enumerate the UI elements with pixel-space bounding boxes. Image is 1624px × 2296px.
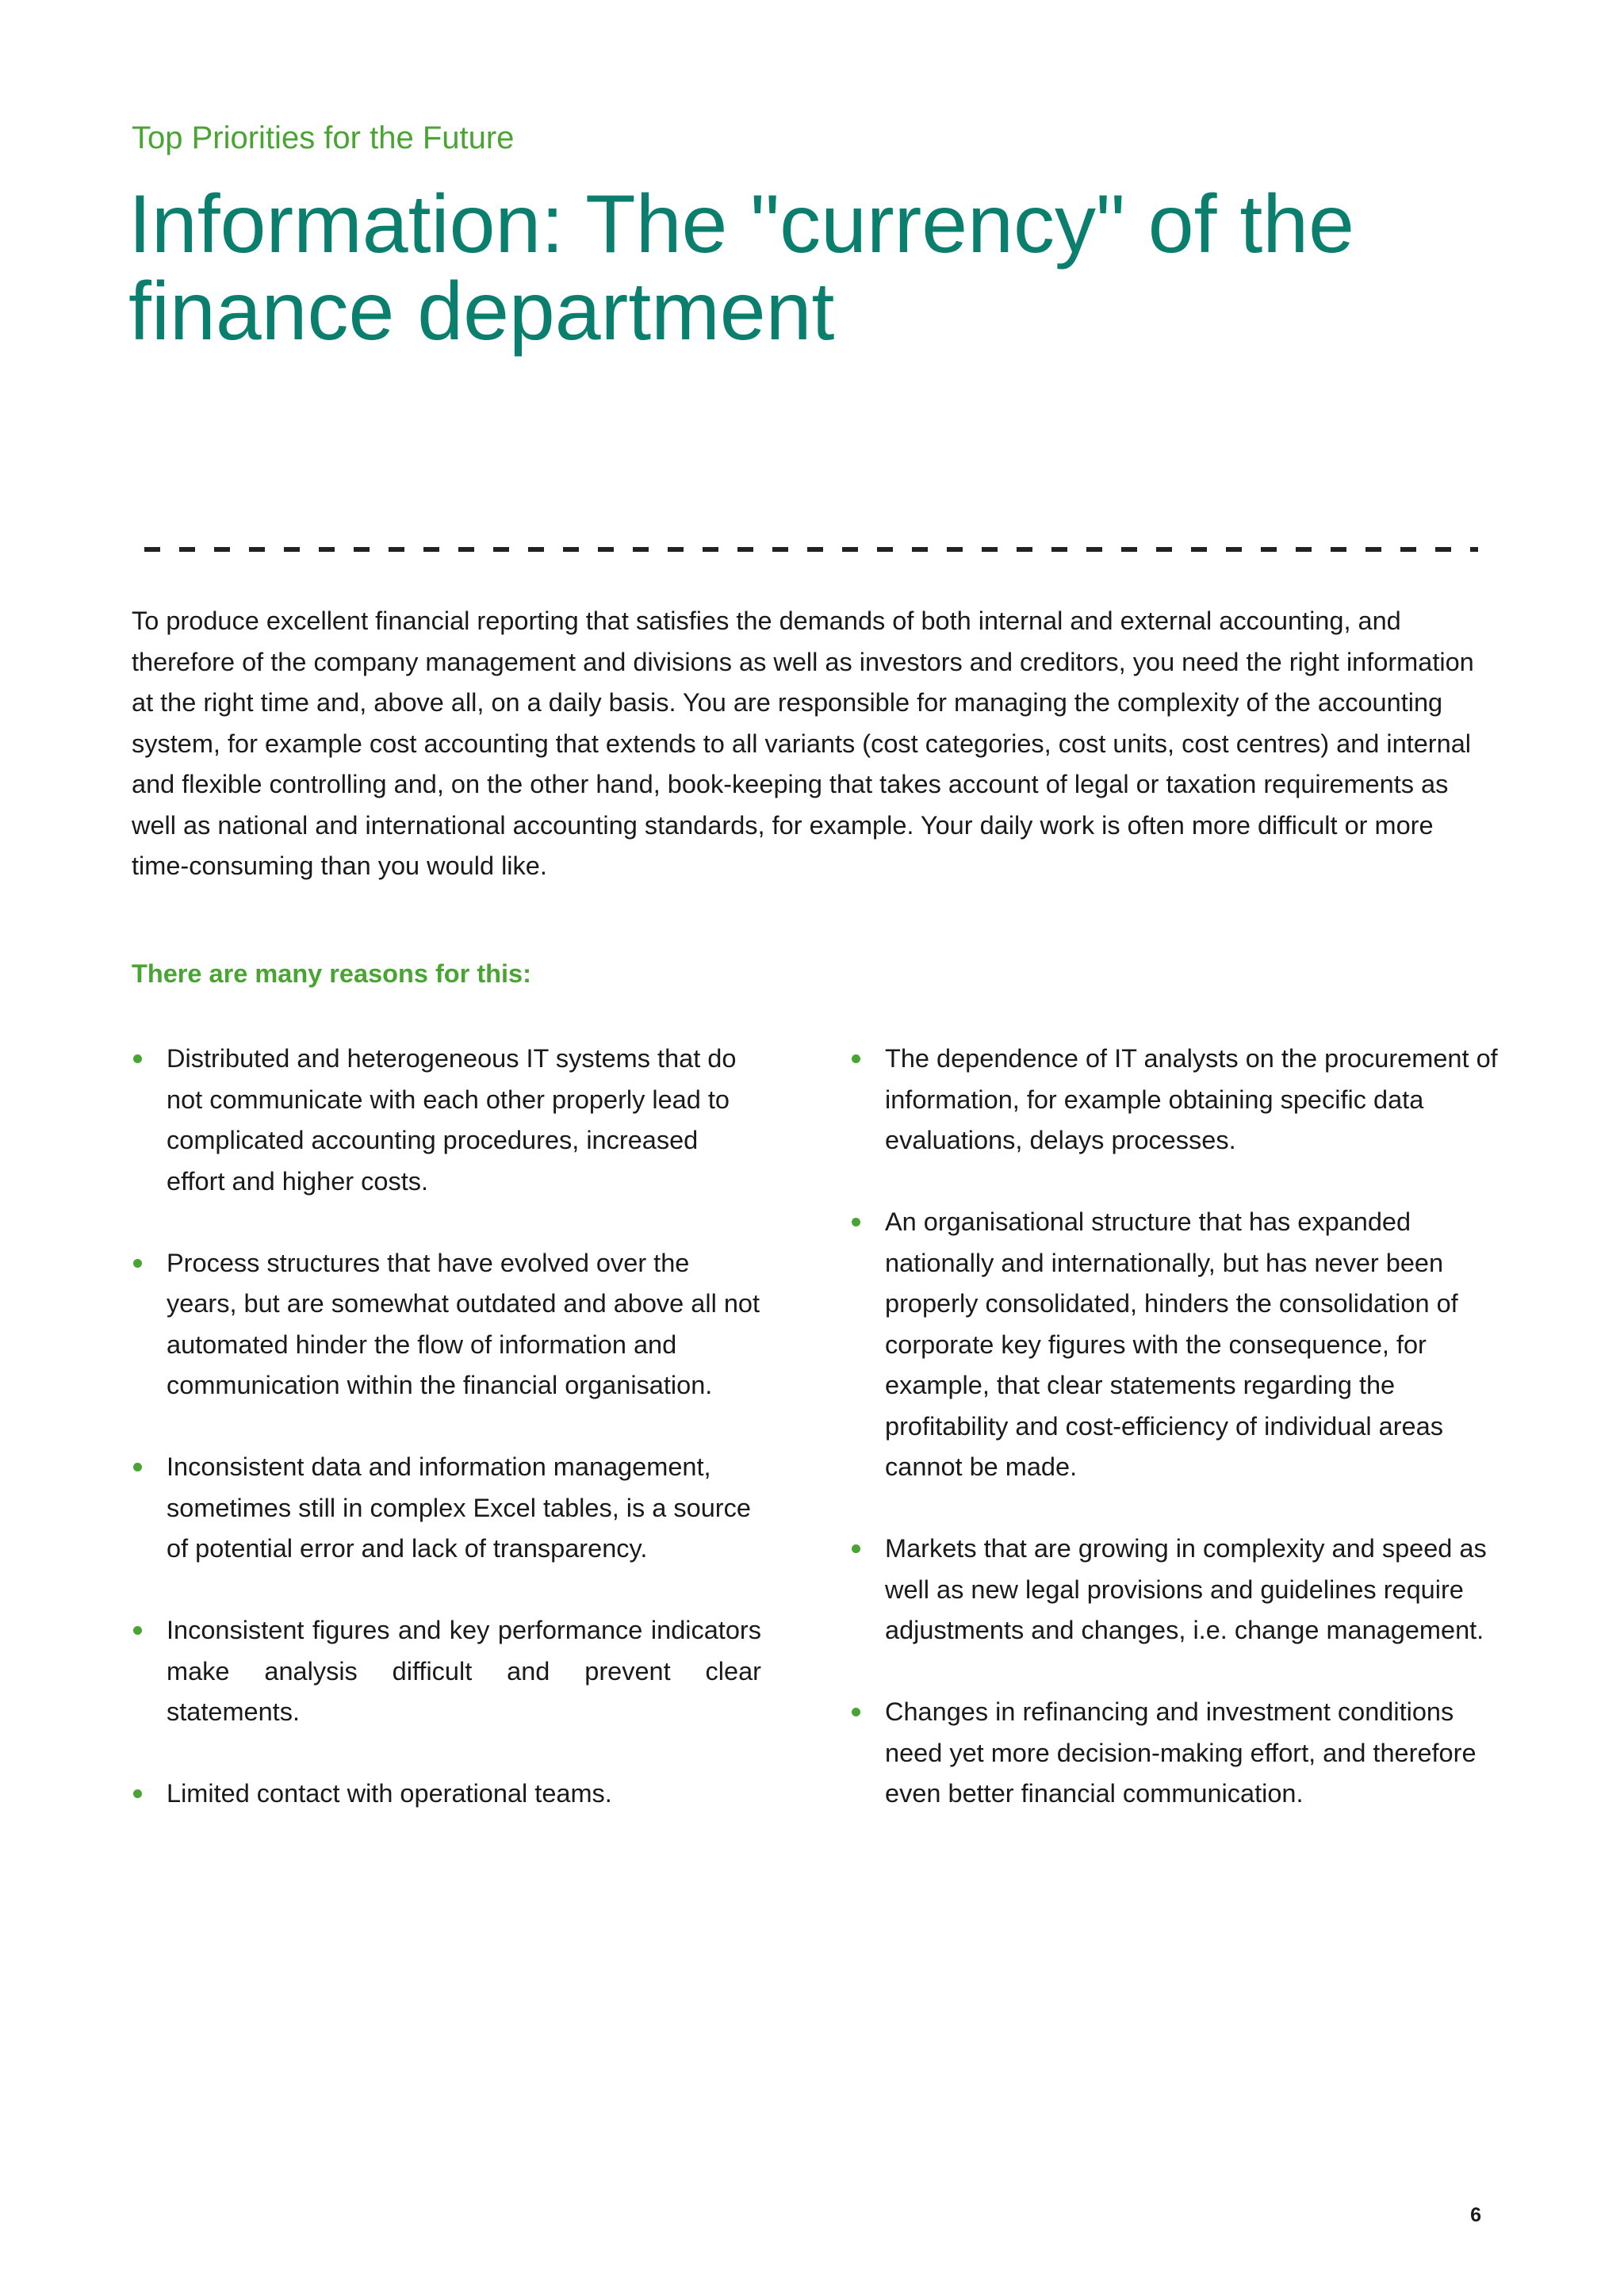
- reason-text: Limited contact with operational teams.: [167, 1779, 612, 1808]
- reason-item: [850, 1039, 1500, 1161]
- reason-text: Inconsistent data and information management, sometimes still in complex Excel tables, is a source of potential error and lack of transparency.: [167, 1452, 751, 1563]
- reason-text: Process structures that have evolved over the years, but are somewhat outdated and above all not automated hinder the flow of information and communication within the financial organisation.: [167, 1248, 760, 1399]
- reasons-list-left: [132, 1039, 761, 1815]
- reason-text: Distributed and heterogeneous IT systems that do not communicate with each other properly lead to complicated accounting procedures, increased effort and higher costs.: [167, 1044, 737, 1196]
- reason-item: [132, 1610, 761, 1733]
- reason-item: [850, 1529, 1500, 1651]
- bullet-dot-icon: [133, 1463, 142, 1471]
- reason-text: Changes in refinancing and investment conditions need yet more decision-making effort, and therefore even better financial communication.: [885, 1697, 1477, 1808]
- page-number: 6: [1470, 2204, 1481, 2226]
- reason-text: An organisational structure that has expanded nationally and internationally, but has never been properly consolidated, hinders the consolidation of corporate key figures with the consequence, for example, that clear statements regarding the profitability and cost-efficiency of individual areas cannot be made.: [885, 1207, 1458, 1481]
- reason-text: The dependence of IT analysts on the procurement of information, for example obtaining specific data evaluations, delays processes.: [885, 1044, 1498, 1154]
- reasons-list-right: [850, 1039, 1500, 1815]
- reason-item: [132, 1447, 761, 1570]
- reason-text: Inconsistent figures and key performance indicators make analysis difficult and prevent clear statements.: [167, 1616, 761, 1726]
- reason-item: [132, 1039, 761, 1202]
- reasons-heading: There are many reasons for this:: [132, 959, 531, 988]
- bullet-dot-icon: [852, 1544, 860, 1553]
- reason-item: [132, 1774, 761, 1815]
- bullet-dot-icon: [133, 1626, 142, 1635]
- bullet-dot-icon: [133, 1789, 142, 1798]
- page-title: Information: The "currency" of the finance department: [128, 178, 1354, 358]
- reason-item: [850, 1692, 1500, 1815]
- dashed-divider: [144, 547, 1478, 552]
- reason-text: Markets that are growing in complexity and speed as well as new legal provisions and guidelines require adjustments and changes, i.e. change management.: [885, 1534, 1487, 1644]
- reason-item: [132, 1243, 761, 1406]
- bullet-dot-icon: [133, 1259, 142, 1268]
- section-kicker: Top Priorities for the Future: [132, 121, 515, 155]
- bullet-dot-icon: [852, 1708, 860, 1716]
- intro-paragraph: To produce excellent financial reporting that satisfies the demands of both internal and external accounting, and therefore of the company management and divisions as well as investors and creditors, you need the right information at the right time and, above all, on a daily basis. You are responsible for managing the complexity of the accounting system, for example cost accounting that extends to all variants (cost categories, cost units, cost centres) and internal and flexible controlling and, on the other hand, book-keeping that takes account of legal or taxation requirements as well as national and international accounting standards, for example. Your daily work is often more difficult or more time-consuming than you would like.: [132, 607, 1474, 880]
- bullet-dot-icon: [133, 1054, 142, 1063]
- reason-item: [850, 1202, 1500, 1488]
- bullet-dot-icon: [852, 1218, 860, 1226]
- bullet-dot-icon: [852, 1054, 860, 1063]
